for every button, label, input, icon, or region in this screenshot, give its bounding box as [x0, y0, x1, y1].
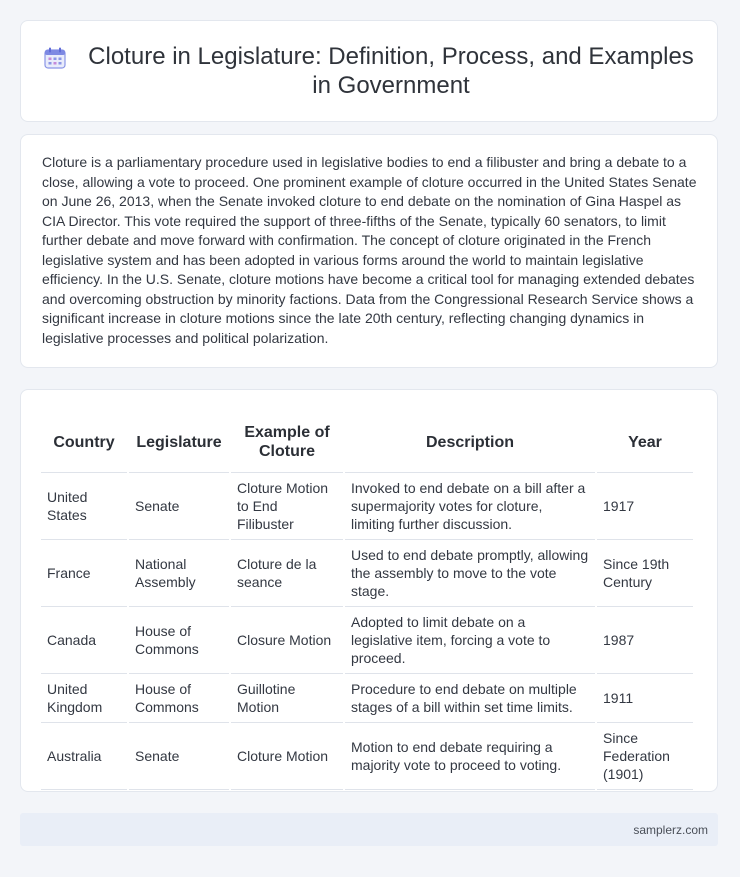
column-header-description: Description: [345, 412, 595, 473]
column-header-legislature: Legislature: [129, 412, 229, 473]
cell-description: Used to end debate promptly, allowing the assembly to move to the vote stage.: [345, 540, 595, 607]
cell-legislature: National Assembly: [129, 540, 229, 607]
column-header-example: Example of Cloture: [231, 412, 343, 473]
calendar-icon: [42, 45, 68, 71]
cell-description: Adopted to limit debate on a legislative item, forcing a vote to proceed.: [345, 607, 595, 674]
cell-country: United States: [41, 473, 127, 540]
cell-description: Procedure to end debate on multiple stages of a bill within set time limits.: [345, 674, 595, 723]
page-title: Cloture in Legislature: Definition, Process, and Examples in Government: [88, 43, 694, 99]
cell-country: United Kingdom: [41, 674, 127, 723]
cell-legislature: House of Commons: [129, 607, 229, 674]
header-card: [20, 20, 718, 122]
intro-card: [20, 134, 718, 368]
cell-legislature: House of Commons: [129, 674, 229, 723]
column-header-country: Country: [41, 412, 127, 473]
table-row: [41, 607, 693, 674]
cell-description: Motion to end debate requiring a majority vote to proceed to voting.: [345, 723, 595, 790]
table-header-row: [41, 412, 693, 473]
cell-example: Cloture Motion to End Filibuster: [231, 473, 343, 540]
cell-country: France: [41, 540, 127, 607]
cell-year: 1917: [597, 473, 693, 540]
table-row: [41, 540, 693, 607]
header-inner: [42, 42, 696, 100]
cell-country: Australia: [41, 723, 127, 790]
cell-description: Invoked to end debate on a bill after a supermajority votes for cloture, limiting further discussion.: [345, 473, 595, 540]
cell-example: Guillotine Motion: [231, 674, 343, 723]
cell-year: 1911: [597, 674, 693, 723]
footer-site-link[interactable]: samplerz.com: [633, 822, 708, 837]
cell-example: Cloture Motion: [231, 723, 343, 790]
intro-paragraph: Cloture is a parliamentary procedure used in legislative bodies to end a filibuster and bring a debate to a close, allowing a vote to proceed. One prominent example of cloture occurred in the United States Senate on June 26, 2013, when the Senate invoked cloture to end debate on the nomination of Gina Haspel as CIA Director. This vote required the support of three-fifths of the Senate, typically 60 senators, to limit further debate and move forward with confirmation. The concept of cloture originated in the French legislative system and has been adopted in various forms around the world to maintain legislative efficiency. In the U.S. Senate, cloture motions have become a critical tool for managing extended debates and overcoming obstruction by minority factions. Data from the Congressional Research Service shows a significant increase in cloture motions since the late 20th century, reflecting changing dynamics in legislative processes and political polarization.: [42, 154, 697, 346]
footer-bar: [20, 813, 718, 846]
cell-example: Closure Motion: [231, 607, 343, 674]
cell-legislature: Senate: [129, 723, 229, 790]
table-card: [20, 389, 718, 792]
cell-year: 1987: [597, 607, 693, 674]
column-header-year: Year: [597, 412, 693, 473]
table-row: [41, 723, 693, 790]
cell-example: Cloture de la seance: [231, 540, 343, 607]
table-row: [41, 674, 693, 723]
table-row: [41, 473, 693, 540]
cell-year: Since 19th Century: [597, 540, 693, 607]
cell-legislature: Senate: [129, 473, 229, 540]
cell-country: Canada: [41, 607, 127, 674]
cell-year: Since Federation (1901): [597, 723, 693, 790]
cloture-table: [39, 412, 695, 790]
